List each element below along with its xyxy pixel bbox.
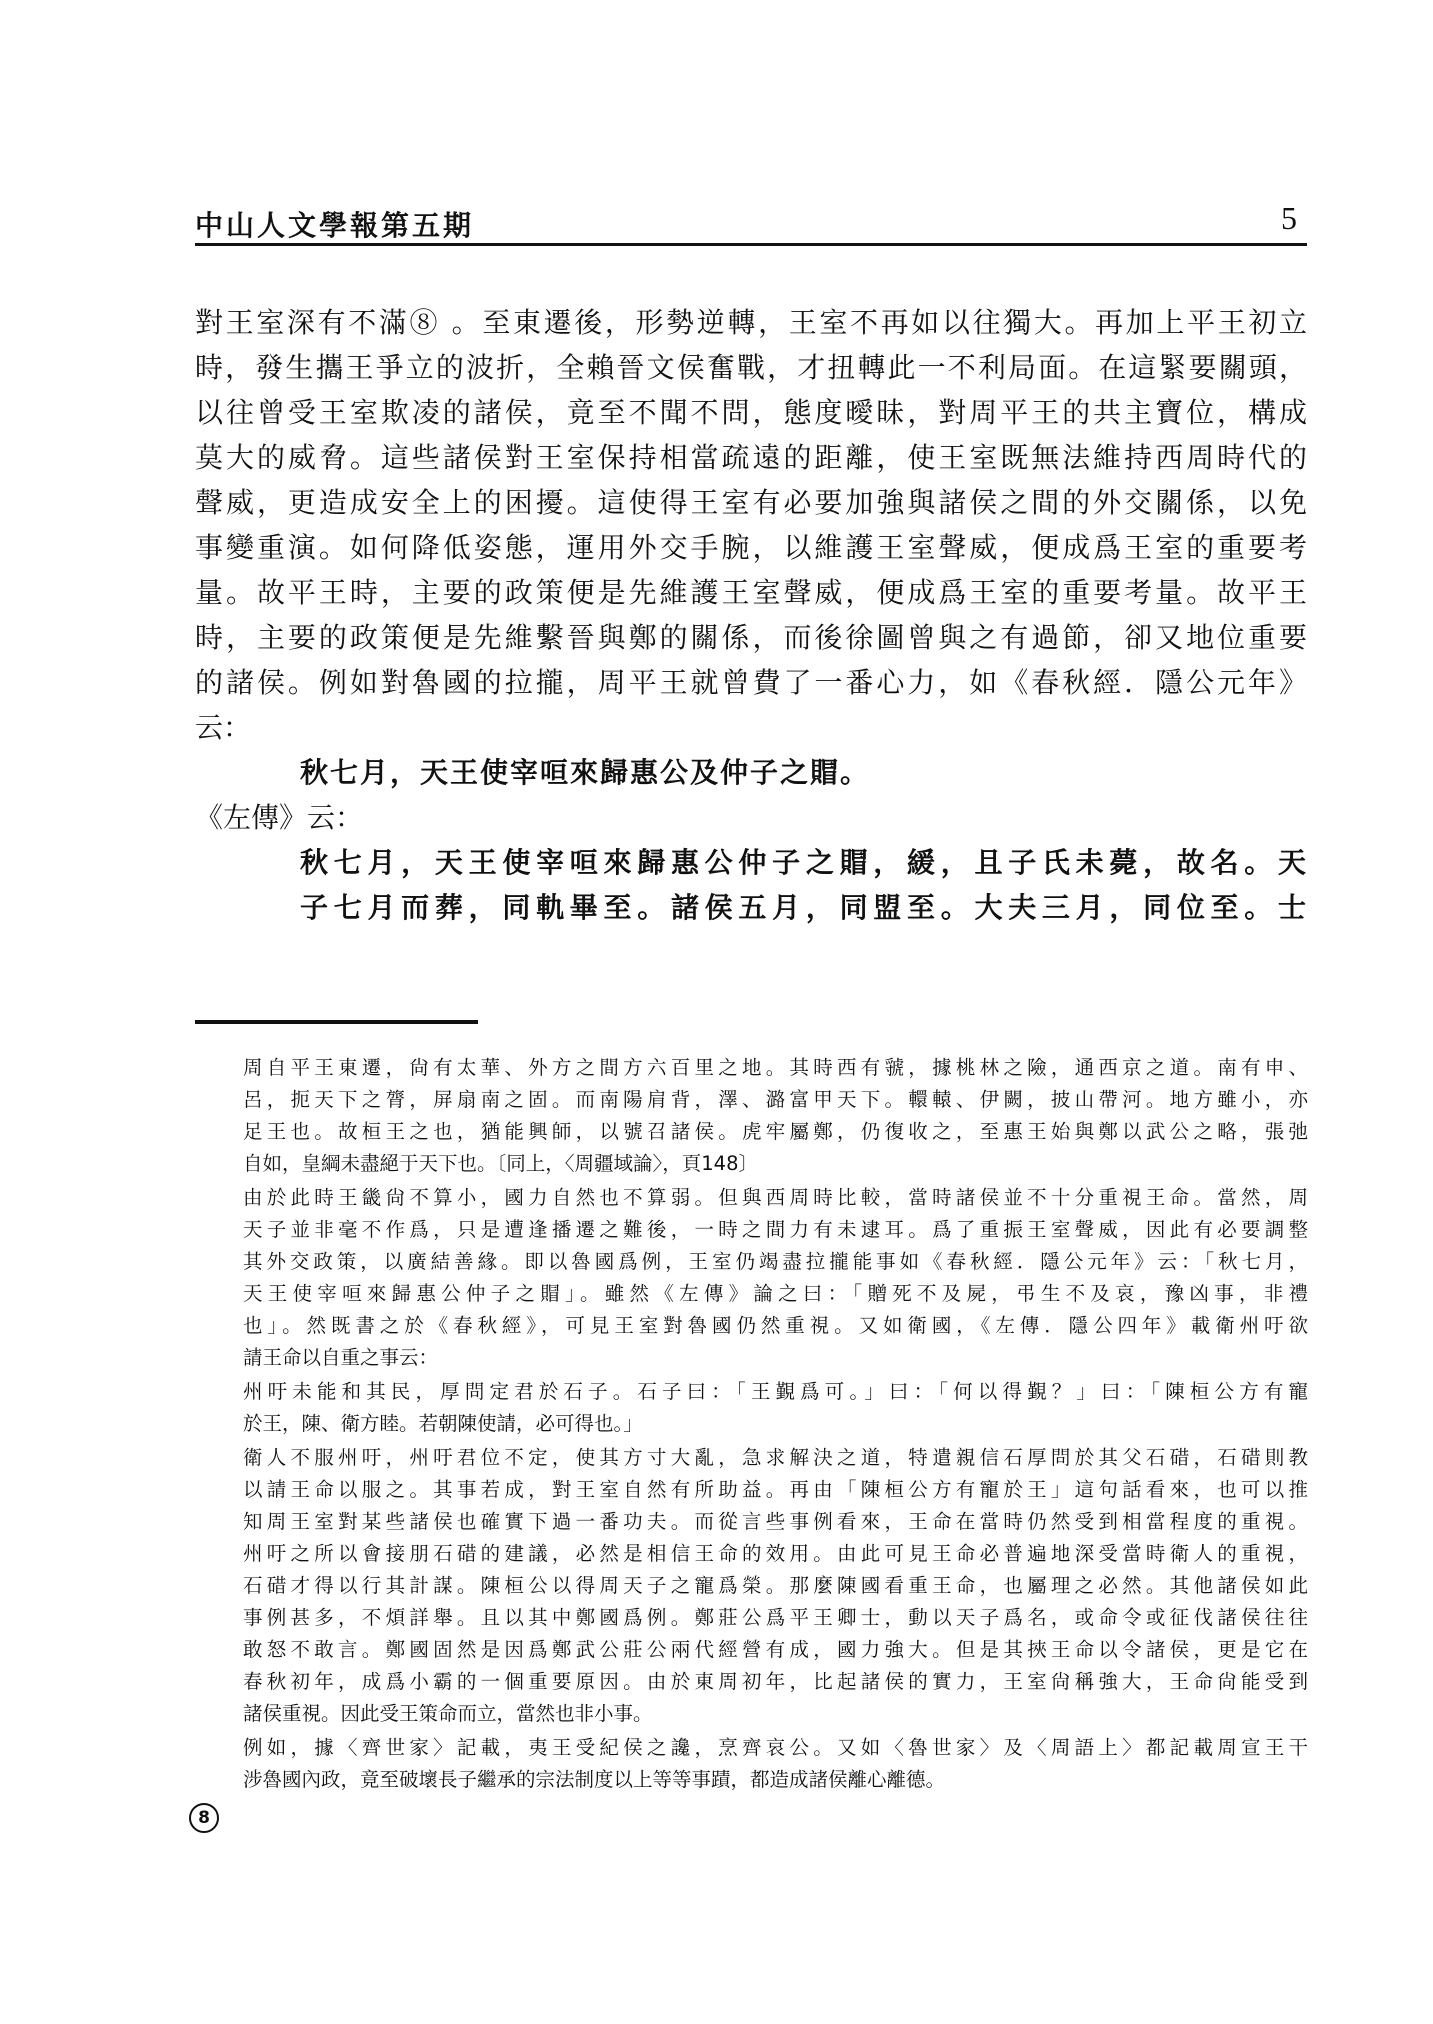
text-line: 事變重演。如何降低姿態，運用外交手腕，以維護王室聲威，便成爲王室的重要考 [195,531,1307,564]
footnote-line: 諸侯重視。因此受王策命而立，當然也非小事。 [243,1702,653,1725]
zuozhuan-quote-line: 秋七月，天王使宰咺來歸惠公仲子之賵，緩，且子氏未薨，故名。天 [300,846,1307,879]
footnote-paragraph [243,1442,1308,1730]
text-line: 時，主要的政策便是先維繫晉與鄭的關係，而後徐圖曾與之有過節，卻又地位重要 [195,621,1307,654]
footnote-line: 州吁未能和其民，厚問定君於石子。石子曰：「王覲爲可。」曰：「何以得覲？」曰：「陳桓公方有寵 [243,1380,1308,1403]
header-rule [195,243,1307,246]
footnote-paragraph [243,1182,1308,1374]
footnote-line: 天王使宰咺來歸惠公仲子之賵」。雖然《左傳》論之曰：「贈死不及屍，弔生不及哀，豫凶事，非禮 [243,1282,1308,1305]
zuozhuan-intro: 《左傳》云： [195,801,364,834]
text-line: 以往曾受王室欺凌的諸侯，竟至不聞不問，態度曖昧，對周平王的共主寶位，構成 [195,396,1307,429]
footnote-line: 石碏才得以行其計謀。陳桓公以得周天子之寵爲榮。那麼陳國看重王命，也屬理之必然。其他諸侯如此 [243,1574,1308,1597]
footnote-paragraph [243,1052,1308,1180]
zuozhuan-quote-line: 子七月而葬，同軌畢至。諸侯五月，同盟至。大夫三月，同位至。士 [300,891,1307,924]
footnote-line: 知周王室對某些諸侯也確實下過一番功夫。而從言些事例看來，王命在當時仍然受到相當程度的重視。 [243,1510,1308,1533]
footnote-line: 自如，皇綱未盡絕于天下也。〔同上，〈周疆域論〉，頁148〕 [243,1152,758,1175]
footnote-line: 州吁之所以會接朋石碏的建議，必然是相信王命的效用。由此可見王命必普遍地深受當時衛人的重視， [243,1542,1308,1565]
footnote-line: 也」。然既書之於《春秋經》，可見王室對魯國仍然重視。又如衛國，《左傳．隱公四年》載衛州吁欲 [243,1314,1308,1337]
footnote-line: 衛人不服州吁，州吁君位不定，使其方寸大亂，急求解決之道，特遣親信石厚問於其父石碏，石碏則教 [243,1446,1308,1469]
text-line: 莫大的威脅。這些諸侯對王室保持相當疏遠的距離，使王室既無法維持西周時代的 [195,441,1307,474]
footnote-line: 呂，扼天下之膂，屏扇南之固。而南陽肩背，澤、潞富甲天下。轘轅、伊闕，披山帶河。地方雖小，亦 [243,1088,1308,1111]
text-line: 量。故平王時，主要的政策便是先維護王室聲威，便成爲王室的重要考量。故平王 [195,576,1307,609]
footnote-line: 天子並非毫不作爲，只是遭逢播遷之難後，一時之間力有未逮耳。爲了重振王室聲威，因此有必要調整 [243,1218,1308,1241]
footnote-8 [243,1732,1308,1796]
footnote-line: 春秋初年，成爲小霸的一個重要原因。由於東周初年，比起諸侯的實力，王室尙稱強大，王命尙能受到 [243,1670,1308,1693]
footnote-line: 例如，據〈齊世家〉記載，夷王受紀侯之讒，烹齊哀公。又如〈魯世家〉及〈周語上〉都記載周宣王干 [243,1736,1308,1759]
footnote-separator [195,1020,478,1024]
footnote-line: 以請王命以服之。其事若成，對王室自然有所助益。再由「陳桓公方有寵於王」這句話看來，也可以推 [243,1478,1308,1501]
footnote-line: 於王，陳、衛方睦。若朝陳使請，必可得也。」 [243,1412,643,1435]
footnote-line: 敢怒不敢言。鄭國固然是因爲鄭武公莊公兩代經營有成，國力強大。但是其挾王命以令諸侯，更是它在 [243,1638,1308,1661]
footnote-line: 請王命以自重之事云： [243,1346,439,1369]
journal-title: 中山人文學報第五期 [195,209,475,242]
footnote-line: 足王也。故桓王之也，猶能興師，以號召諸侯。虎牢屬鄭，仍復收之，至惠王始與鄭以武公之略，張弛 [243,1120,1308,1143]
text-line: 的諸侯。例如對魯國的拉攏，周平王就曾費了一番心力，如《春秋經．隱公元年》 [195,666,1307,699]
text-line: 云： [195,711,252,744]
footnote-line: 其外交政策，以廣結善緣。即以魯國爲例，王室仍竭盡拉攏能事如《春秋經．隱公元年》云：「秋七月， [243,1250,1308,1273]
footnote-line: 涉魯國內政，竟至破壞長子繼承的宗法制度以上等等事蹟，都造成諸侯離心離德。 [243,1768,946,1791]
text-line: 時，發生攜王爭立的波折，全賴晉文侯奮戰，才扭轉此一不利局面。在這緊要關頭， [195,351,1307,384]
footnotes [243,1052,1308,1798]
footnote-line: 周自平王東遷，尙有太華、外方之間方六百里之地。其時西有虢，據桃林之險，通西京之道。南有申、 [243,1056,1308,1079]
footnote-paragraph [243,1376,1308,1440]
chunqiu-quote: 秋七月，天王使宰咺來歸惠公及仲子之賵。 [300,756,871,789]
text-line: 聲威，更造成安全上的困擾。這使得王室有必要加強與諸侯之間的外交關係，以免 [195,486,1307,519]
page-number: 5 [1281,200,1297,236]
footnote-line: 由於此時王畿尙不算小，國力自然也不算弱。但與西周時比較，當時諸侯並不十分重視王命。當然，周 [243,1186,1308,1209]
text-line: 對王室深有不滿⑧ 。至東遷後，形勢逆轉，王室不再如以往獨大。再加上平王初立 [195,306,1307,339]
footnote-marker-8: 8 [189,1803,219,1833]
footnote-line: 事例甚多，不煩詳舉。且以其中鄭國爲例。鄭莊公爲平王卿士，動以天子爲名，或命令或征伐諸侯往往 [243,1606,1308,1629]
running-header [195,200,1305,242]
main-text [195,300,1307,930]
